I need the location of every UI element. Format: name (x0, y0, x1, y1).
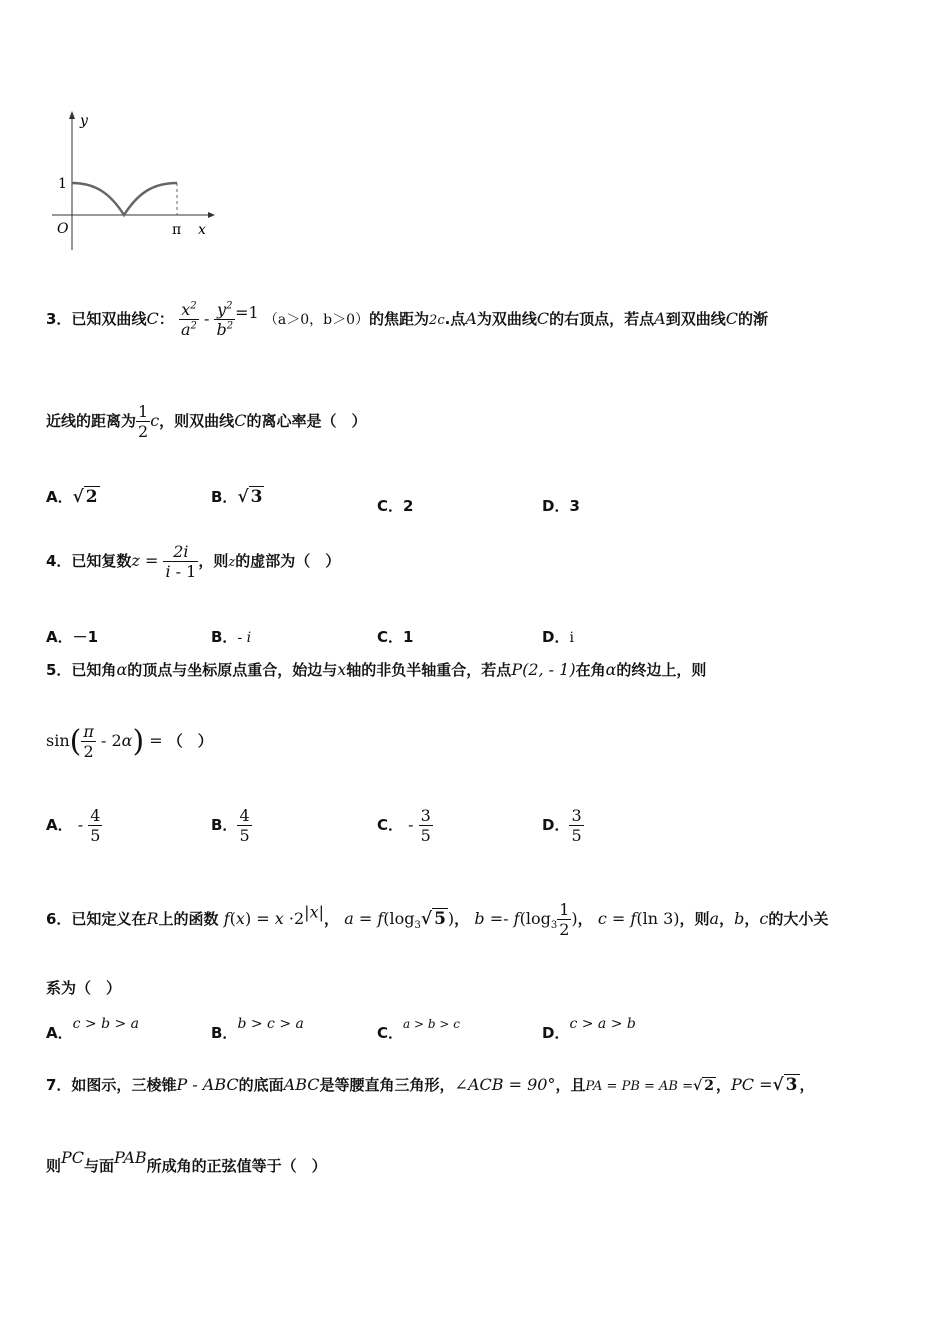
q6-option-a[interactable]: A．c > b > a (46, 1016, 140, 1042)
q3-option-a[interactable]: A．√ 2 (46, 487, 98, 507)
q6-stem: 6．已知定义在R上的函数 $f(x) = x \cdot 2^{|x|}$， $a = f(\log_3√$ 5 )， $b =- f(\log_3$ $\frac{1}{2}$ )， c = f(ln 3)，则a，b，c的大小关 (46, 900, 829, 939)
one-label: 1 (58, 176, 67, 192)
q4-option-a[interactable]: A．－1 (46, 628, 99, 646)
y-axis-arrow (69, 111, 75, 119)
origin-label: O (57, 221, 69, 237)
q4-complex-frac: $\frac{2i}{i - 1}$ (165, 542, 197, 581)
y-axis-label: y (80, 113, 88, 129)
q5-expression: sin( $\frac{\pi}{2}$ - 2α) = （ ） (46, 722, 213, 761)
q3-line2: 近线的距离为 $\frac{1}{2}$ c，则双曲线C的离心率是（ ） (46, 402, 367, 441)
q5-option-a[interactable]: A． - $\frac{4}{5}$ (46, 806, 101, 845)
q3-distance-frac: $\frac{1}{2}$ (138, 402, 149, 441)
q4-option-b[interactable]: B．- i (211, 628, 252, 646)
q5-option-c[interactable]: C． - $\frac{3}{5}$ (377, 806, 431, 845)
q5-stem: 5．已知角α的顶点与坐标原点重合，始边与x轴的非负半轴重合，若点P(2, - 1)在角α的终边上，则 (46, 660, 707, 679)
q5-option-d[interactable]: D． $\frac{3}{5}$ (542, 806, 582, 845)
q5-option-b[interactable]: B． $\frac{4}{5}$ (211, 806, 250, 845)
x-axis-arrow (208, 212, 215, 218)
q4-option-c[interactable]: C．1 (377, 628, 414, 646)
q6-line2: 系为（ ） (46, 979, 122, 997)
q6-option-c[interactable]: C．a > b > c (377, 1017, 460, 1042)
pi-label: π (172, 222, 182, 238)
q3-line1: 3．已知双曲线C： $\frac{x^2}{a^2}$ - $\frac{y^2}{b^2}$ =1 （a＞0，b＞0）的焦距为2c.点A为双曲线C的右顶点，若点A到双曲线C的渐 (46, 300, 768, 339)
x-axis-label: x (198, 222, 206, 238)
q3-option-c[interactable]: C．2 (377, 497, 414, 515)
q7-stem: 7．如图示，三棱锥P - ABC的底面ABC是等腰直角三角形，∠ACB = 90°，且PA = PB = AB =√ 2 ，PC =√ 3 ， (46, 1075, 815, 1095)
q3-option-d[interactable]: D．3 (542, 497, 580, 515)
q4-option-d[interactable]: D．i (542, 628, 574, 646)
q7-line2: 则PC与面PAB所成角的正弦值等于（ ） (46, 1148, 327, 1175)
q3-hyperbola-y-term: $\frac{y^2}{b^2}$ (216, 300, 234, 339)
q3-hyperbola-x-term: $\frac{x^2}{a^2}$ (180, 300, 197, 339)
q6-option-d[interactable]: D．c > a > b (542, 1016, 636, 1042)
q6-option-b[interactable]: B．b > c > a (211, 1016, 304, 1042)
curve (72, 183, 177, 215)
q4-stem: 4．已知复数z = $\frac{2i}{i - 1}$ ，则z的虚部为（ ） (46, 542, 341, 581)
q3-option-b[interactable]: B．√ 3 (211, 487, 263, 507)
function-graph (40, 105, 220, 255)
